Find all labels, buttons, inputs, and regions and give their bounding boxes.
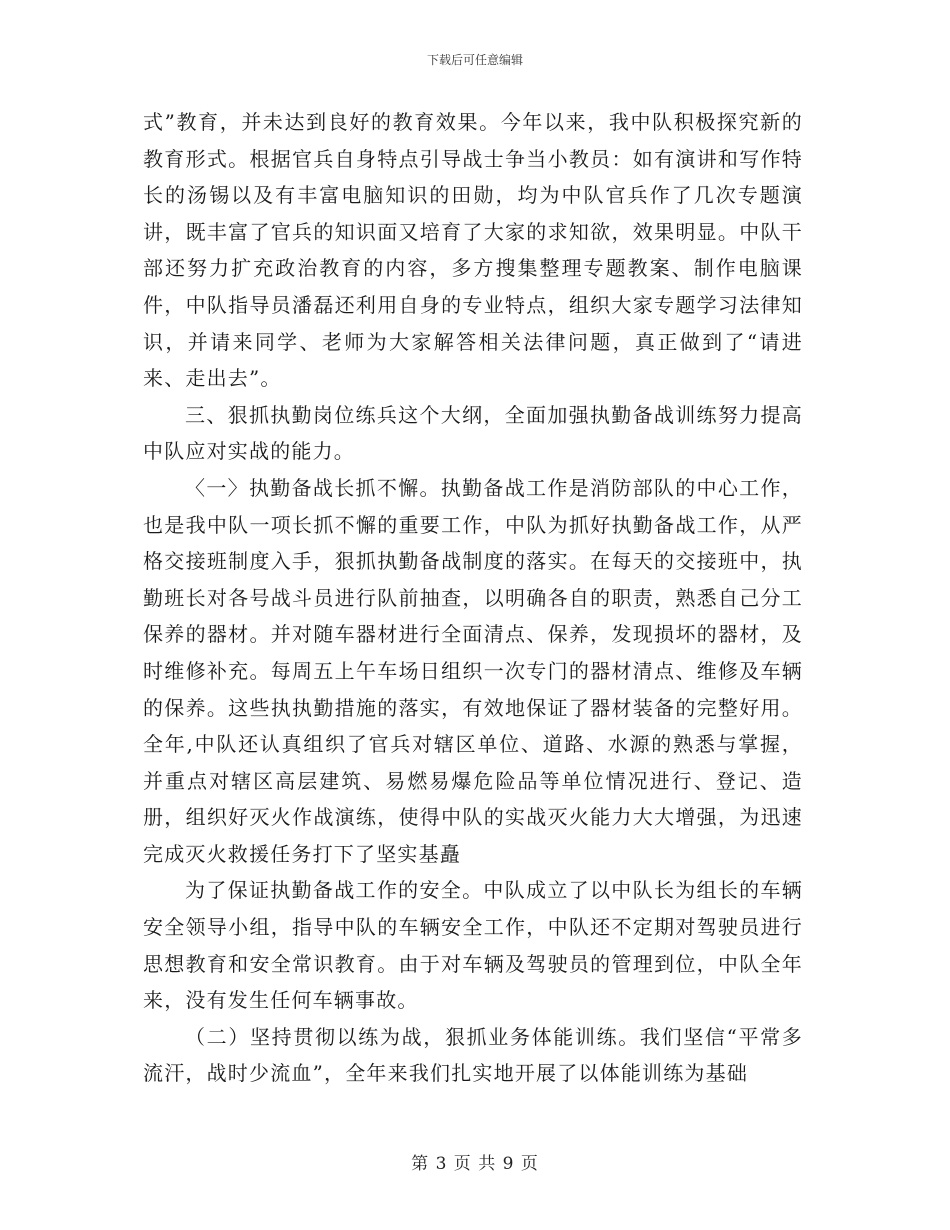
page-header: 下载后可任意编辑 (426, 53, 523, 67)
paragraph-3: 〈一〉执勤备战长抓不懈。执勤备战工作是消防部队的中心工作，也是我中队一项长抓不懈的重要工作，中队为抓好执勤备战工作，从严格交接班制度入手，狠抓执勤备战制度的落实。在每天的交接班中，执勤班长对各号战斗员进行队前抽查，以明确各自的职责，熟悉自己分工保养的器材。并对随车器材进行全面清点、保养，发现损坏的器材，及时维修补充。每周五上午车场日组织一次专门的器材清点、维修及车辆的保养。这些执执勤措施的落实，有效地保证了器材装备的完整好用。全年,中队还认真组织了官兵对辖区单位、道路、水源的熟悉与掌握，并重点对辖区高层建筑、易燃易爆危险品等单位情况进行、登记、造册，组织好灭火作战演练，使得中队的实战灭火能力大大增强，为迅速完成灭火救援任务打下了坚实基矗 (143, 475, 803, 866)
page-number-footer: 第 3 页 共 9 页 (411, 1154, 539, 1174)
paragraph-4: 为了保证执勤备战工作的安全。中队成立了以中队长为组长的车辆安全领导小组，指导中队的车辆安全工作，中队还不定期对驾驶员进行思想教育和安全常识教育。由于对车辆及驾驶员的管理到位，中队全年来，没有发生任何车辆事故。 (143, 878, 803, 1013)
paragraph-2-section-heading: 三、狠抓执勤岗位练兵这个大纲，全面加强执勤备战训练努力提高中队应对实战的能力。 (143, 402, 803, 464)
document-body (143, 104, 803, 1092)
paragraph-1: 式”教育，并未达到良好的教育效果。今年以来，我中队积极探究新的教育形式。根据官兵自身特点引导战士争当小教员：如有演讲和写作特长的汤锡以及有丰富电脑知识的田勋，均为中队官兵作了几次专题演讲，既丰富了官兵的知识面又培育了大家的求知欲，效果明显。中队干部还努力扩充政治教育的内容，多方搜集整理专题教案、制作电脑课件，中队指导员潘磊还利用自身的专业特点，组织大家专题学习法律知识，并请来同学、老师为大家解答相关法律问题，真正做到了“请进来、走出去”。 (143, 110, 803, 391)
paragraph-5: （二）坚持贯彻以练为战，狠抓业务体能训练。我们坚信“平常多流汗，战时少流血”，全年来我们扎实地开展了以体能训练为基础 (143, 1024, 803, 1086)
